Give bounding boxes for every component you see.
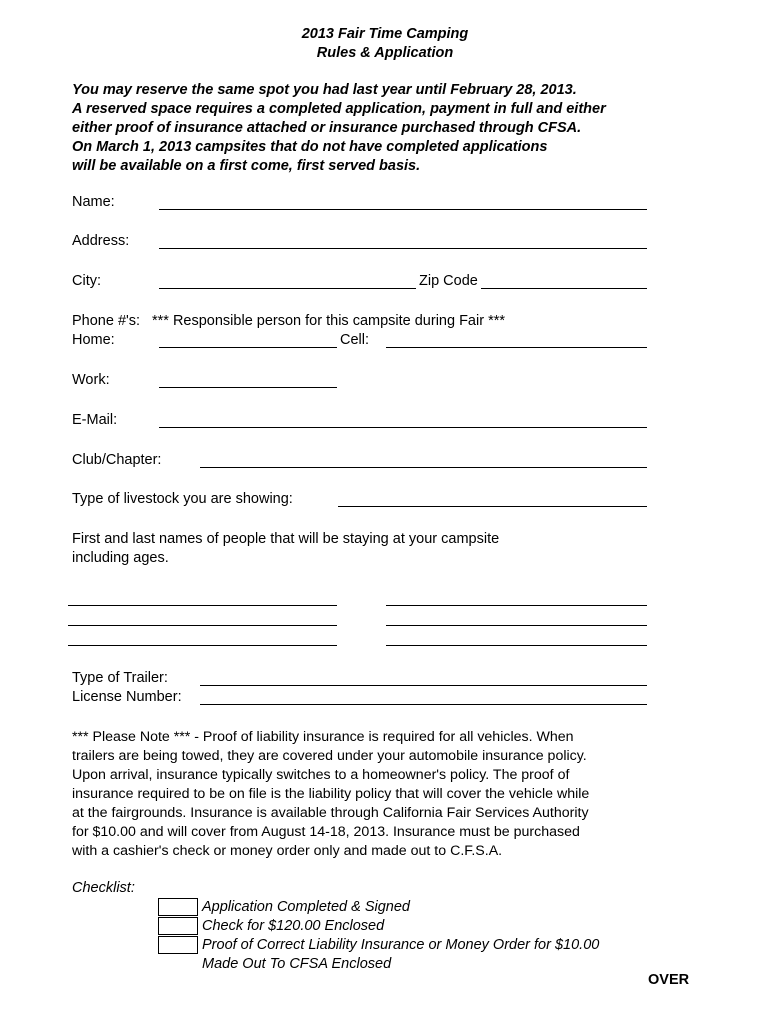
insurance-note-line: for $10.00 and will cover from August 14-18, 2013. Insurance must be purchased — [72, 824, 580, 840]
person-field[interactable] — [68, 645, 337, 646]
livestock-label: Type of livestock you are showing: — [72, 491, 293, 507]
people-label: First and last names of people that will be staying at your campsite — [72, 531, 500, 547]
checkbox-check-enclosed[interactable] — [158, 917, 198, 935]
club-field[interactable] — [200, 467, 647, 468]
insurance-note-line: Upon arrival, insurance typically switches to a homeowner's policy. The proof of — [72, 767, 570, 783]
insurance-note-line: insurance required to be on file is the liability policy that will cover the vehicle while — [72, 786, 590, 802]
livestock-field[interactable] — [338, 506, 647, 507]
license-field[interactable] — [200, 704, 647, 705]
person-field[interactable] — [386, 625, 647, 626]
person-field[interactable] — [68, 625, 337, 626]
insurance-note-line: *** Please Note *** - Proof of liability insurance is required for all vehicles. When — [72, 729, 574, 745]
address-field[interactable] — [159, 248, 647, 249]
license-label: License Number: — [72, 689, 182, 705]
insurance-note-line: at the fairgrounds. Insurance is available through California Fair Services Authority — [72, 805, 589, 821]
home-label: Home: — [72, 332, 115, 348]
work-phone-field[interactable] — [159, 387, 337, 388]
trailer-field[interactable] — [200, 685, 647, 686]
over-label: OVER — [648, 972, 690, 988]
intro-line: A reserved space requires a completed application, payment in full and either — [72, 101, 606, 117]
checklist-item-label: Application Completed & Signed — [202, 899, 410, 915]
phone-label: Phone #'s: — [72, 313, 141, 329]
form-subtitle: Rules & Application — [316, 45, 454, 61]
people-label-continued: including ages. — [72, 550, 169, 566]
intro-line: On March 1, 2013 campsites that do not have completed applications — [72, 139, 548, 155]
form-title: 2013 Fair Time Camping — [301, 26, 469, 42]
cell-label: Cell: — [340, 332, 370, 348]
work-label: Work: — [72, 372, 110, 388]
intro-line: either proof of insurance attached or insurance purchased through CFSA. — [72, 120, 582, 136]
insurance-note-line: with a cashier's check or money order only and made out to C.F.S.A. — [72, 843, 503, 859]
trailer-label: Type of Trailer: — [72, 670, 168, 686]
email-field[interactable] — [159, 427, 647, 428]
name-field[interactable] — [159, 209, 647, 210]
intro-line: You may reserve the same spot you had last year until February 28, 2013. — [72, 82, 577, 98]
name-label: Name: — [72, 194, 115, 210]
home-phone-field[interactable] — [159, 347, 337, 348]
address-label: Address: — [72, 233, 130, 249]
checkbox-application[interactable] — [158, 898, 198, 916]
intro-line: will be available on a first come, first served basis. — [72, 158, 421, 174]
city-field[interactable] — [159, 288, 416, 289]
checklist-item-label: Check for $120.00 Enclosed — [202, 918, 385, 934]
club-label: Club/Chapter: — [72, 452, 162, 468]
checklist-item-continuation: Made Out To CFSA Enclosed — [202, 956, 392, 972]
person-field[interactable] — [68, 605, 337, 606]
checklist-item-label: Proof of Correct Liability Insurance or Money Order for $10.00 — [202, 937, 600, 953]
cell-phone-field[interactable] — [386, 347, 647, 348]
zip-field[interactable] — [481, 288, 647, 289]
person-field[interactable] — [386, 605, 647, 606]
city-label: City: — [72, 273, 101, 289]
checklist-title: Checklist: — [72, 880, 135, 896]
responsible-person-note: *** Responsible person for this campsite during Fair *** — [152, 313, 506, 329]
email-label: E-Mail: — [72, 412, 118, 428]
zip-label: Zip Code — [419, 273, 478, 289]
person-field[interactable] — [386, 645, 647, 646]
insurance-note-line: trailers are being towed, they are covered under your automobile insurance policy. — [72, 748, 587, 764]
checkbox-insurance-proof[interactable] — [158, 936, 198, 954]
